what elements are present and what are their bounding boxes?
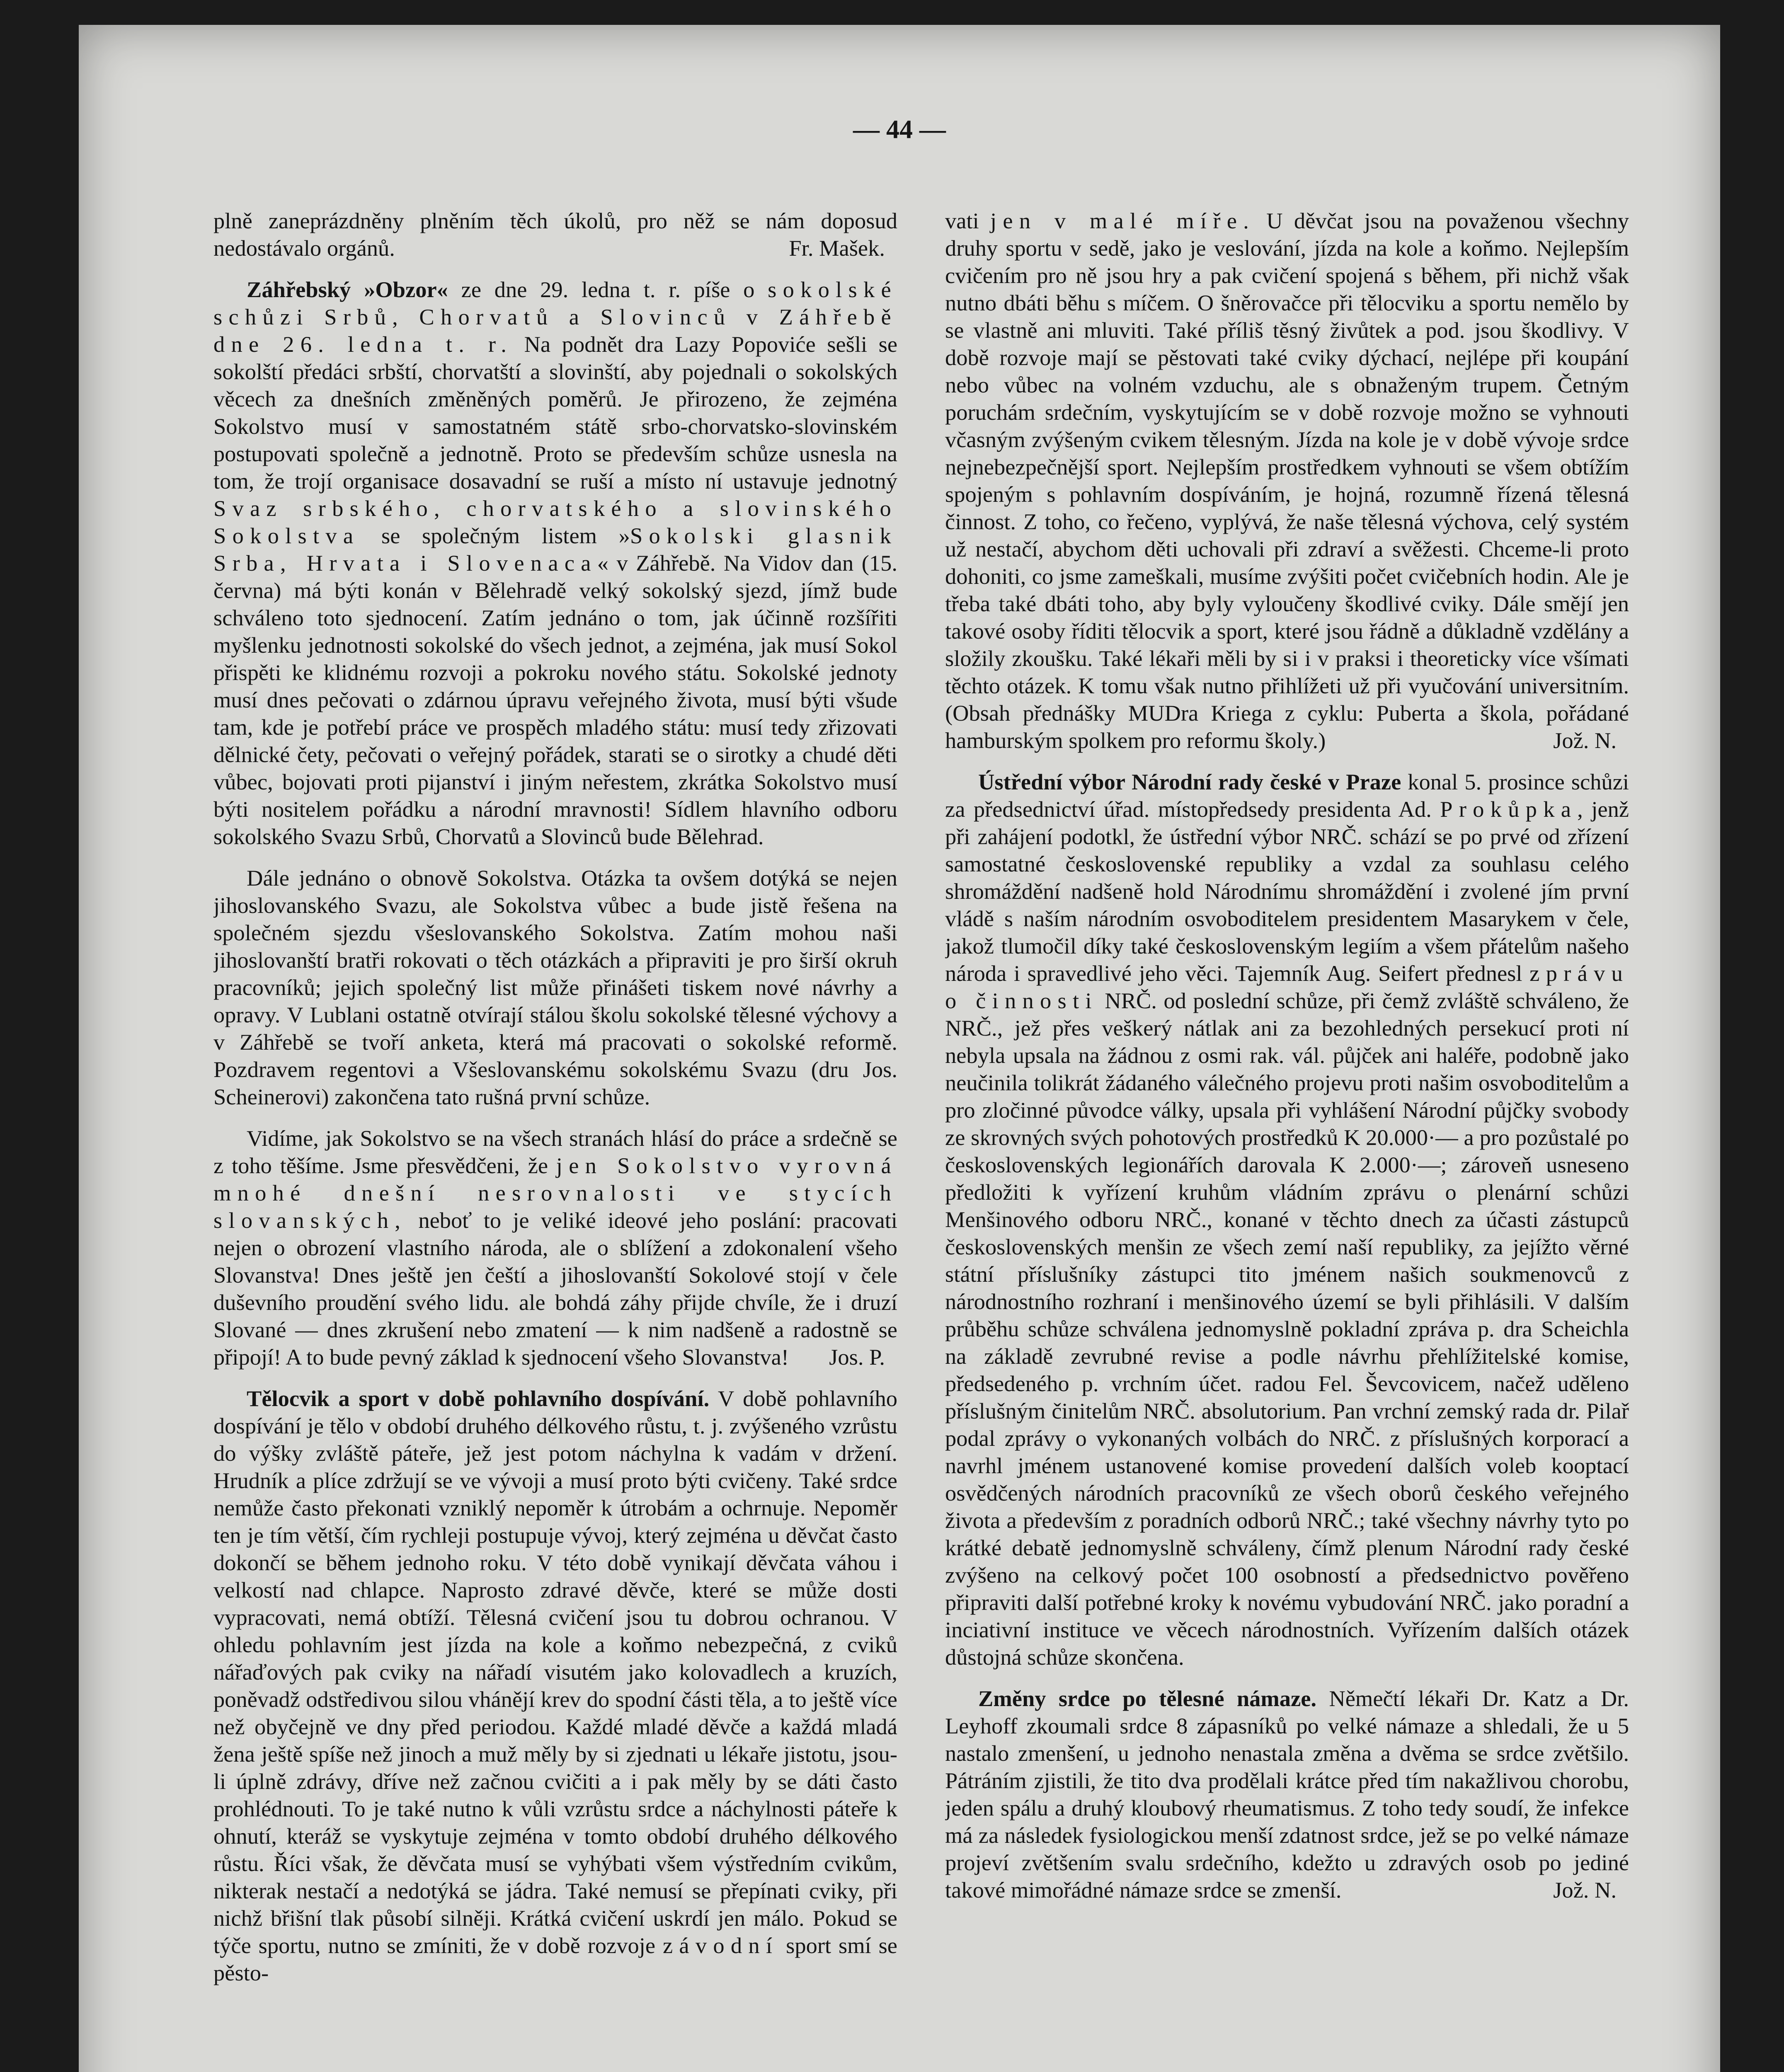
paragraph-text: neboť to je veliké ideové jeho poslání: pracovati nejen o obrození vlastního národa, ale o sblížení a zdokonalení všeho Slovanstva! Dnes ještě jen čeští a jihoslovanští Sokolové stojí v čele duševního proudění svého lidu. ale bohdá záhy přijde chvíle, že i druzí Slované — dnes zkrušení nebo zmatení — k nim nadšeně a radostně se připojí! A to bude pevný základ k sjednocení všeho Slovanstva! xyxy=(213,1208,897,1370)
paragraph-masek xyxy=(213,207,897,262)
paragraph-obnova: Dále jednáno o obnově Sokolstva. Otázka ta ovšem dotýká se nejen jihoslovanského Svazu, ale Sokolstva vůbec a bude jistě řešena na společném sjezdu všeslovanského Sokolstva. Zatím mohou naši jihoslovanští bratři rokovati o těch otázkách a připraviti je pro širší okruh pracovníků; jejich společný list může přinášeti tiskem nové návrhy a opravy. V Lublani ostatně otvírají stálou školu sokolské tělesné výchovy a v Záhřebě se tvoří anketa, která má pracovati o sokolské reformě. Pozdravem regentovi a Všeslovanskému sokolskému Svazu (dru Jos. Scheinerovi) zakončena tato rušná první schůze. xyxy=(213,865,897,1109)
paragraph-text: sport smí se pěsto- xyxy=(213,1933,897,1985)
paragraph-text: U děvčat jsou na považenou všechny druhy sportu v sedě, jako je veslování, jízda na kole a koňmo. Nejlepším cvičením pro ně jsou hry a pak cvičení spojená s během, při nichž však nutno dbáti běhu s míčem. O šněrovačce při tělocviku a sportu nemělo by se vlastně ani mluviti. Také příliš těsný živůtek a pod. jsou škodlivy. V době rozvoje mají se pěstovati také cviky dýchací, nejlépe při koupání nebo vůbec na volném vzduchu, ale s obnaženým trupem. Četným poruchám srdečním, vyskytujícím se v době rozvoje možno se vyhnouti včasným zvýšeným cvikem tělesným. Jízda na kole je v době vývoje srdce nejnebezpečnější sport. Nejlepším prostředkem vyhnouti se všem obtížím spojeným s pohlavním dospíváním, je hojná, rozumně řízená tělesná činnost. Z toho, co řečeno, vyplývá, že naše tělesná výchova, celý systém už nestačí, abychom děti uchovali při zdraví a svěžesti. Chceme-li proto dohoniti, co jsme zameškali, musíme zvýšiti počet cvičebních hodin. Ale je třeba také dbáti toho, aby byly vyloučeny škodlivé cviky. Dále smějí jen takové osoby říditi tělocvik a sport, které jsou řádně a důkladně vzdělány a složily zkoušku. Také lékaři měli by si i v praksi i theoreticky více všímati těchto otázek. K tomu však nutno přihlížeti už při vyučování universitním. (Obsah přednášky MUDra Kriega z cyklu: Puberta a škola, pořádané hamburským spolkem pro reformu školy.) xyxy=(945,208,1629,753)
spaced-text: sokolské schůzi Srbů, Chorvatů a Slovinců v Záhřebě dne 26. ledna t. r. xyxy=(213,277,897,357)
paragraph-text: « v Záhřebě. Na Vidov dan (15. června) má býti konán v Bělehradě velký sokolský sjezd, jímž bude schváleno toto sjednocení. Zatím jednáno o tom, jak účinně rozšířiti myšlenku jednotnosti sokolské do všech jednot, a zejména, jak musí Sokol přispěti ke klidnému rozvoji a pokroku nového státu. Sokolské jednoty musí dnes pečovati o zdárnou úpravu veřejného života, musí býti všude tam, kde je potřebí práce ve prospěch mladého státu: musí tedy zřizovati dělnické čety, pečovati o veřejný pořádek, starati se o sirotky a chudé děti vůbec, bojovati proti pijanství i jiným neřestem, zkrátka Sokolstvo musí býti nositelem pořádku a národní mravnosti! Sídlem hlavního odboru sokolského Svazu Srbů, Chorvatů a Slovinců bude Bělehrad. xyxy=(213,550,897,849)
article-title: Ústřední výbor Národní rady české v Praze xyxy=(978,769,1401,794)
magazine-page xyxy=(79,25,1720,2072)
paragraph-text: konal 5. prosince schůzi za předsednictví úřad. místopředsedy presidenta Ad. xyxy=(945,769,1629,822)
signature: Jož. N. xyxy=(1553,1877,1617,1903)
paragraph-telocvik-cont xyxy=(945,207,1629,754)
paragraph-text: Na podnět dra Lazy Popoviće sešli se sokolští předáci srbští, chorvatští a slovinští, aby pojednali o sokolských věcech za dnešních změněných poměrů. Je přirozeno, že zejména Sokolstvo musí v samostatném státě srbo-chorvatsko-slovinském postupovati společně a jednotně. Proto se především schůze usnesla na tom, že trojí organisace dosavadní se ruší a místo ní ustavuje jednotný xyxy=(213,332,897,494)
paragraph-text: NRČ. od poslední schůze, při čemž zvláště schváleno, že NRČ., jež přes veškerý nátlak ani za bezohledných persekucí proti ní nebyla upsala na žádnou z osmi rak. vál. půjček ani haléře, podobně jako neučinila tolikrát žádaného válečného projevu proti našim osvoboditelům a pro zločinné původce války, upsala při vyhlášení Národní půjčky svobody ze skrovných svých pohotových prostředků K 20.000·— a pro pozůstalé po československých legionářích darovala K 2.000·—; zároveň usneseno předložiti k vyřízení kruhům vládním zprávu o plenární schůzi Menšinového odboru NRČ., konané v těchto dnech za účasti zástupců československých menšin ze všech zemí naší republiky, za jejížto věrné státní příslušníky zástupci tito jménem našich soukmenovců z národnostního rozhraní i menšinového území se byli přihlásili. V dalším průběhu schůze schválena jednomyslně pokladní zpráva p. dra Scheichla na základě zevrubné revise a podle návrhu přehlížitelské komise, předsedeného p. vrchním účet. radou Fel. Ševcovicem, načež uděleno příslušným činitelům NRČ. absolutorium. Pan vrchní zemský rada dr. Pilař podal zprávy o vykonaných volbách do NRČ. z příslušných korporací a navrhl jménem ustanovené komise provedení dalších voleb kooptací osvědčených národních pracovníků ze všech oborů českého veřejného života a především z poradních odborů NRČ.; také všechny návrhy tyto po krátké debatě jednomyslně schváleny, čímž plenum Národní rady české zvýšeno na celkový počet 100 osobností a předsednictvo pověřeno připraviti další potřebné kroky k novému vybudování NRČ. jako poradní a inciativní instituce ve věcech národnostních. Vyřízením dalších otázek důstojná schůze skončena. xyxy=(945,988,1629,1670)
paragraph-srdce xyxy=(945,1685,1629,1904)
signature: Jož. N. xyxy=(1553,728,1617,753)
article-title: Záhřebský »Obzor« xyxy=(247,277,448,302)
paragraph-vidime xyxy=(213,1125,897,1371)
article-title: Tělocvik a sport v době pohlavního dospívání. xyxy=(247,1386,710,1411)
paragraph-obzor xyxy=(213,276,897,850)
page-number: — 44 — xyxy=(853,114,946,144)
spaced-text: jen Sokolstvo vyrovná mnohé dnešní nesrovnalosti ve stycích slovanských, xyxy=(213,1153,897,1233)
article-title: Změny srdce po tělesné námaze. xyxy=(978,1686,1317,1711)
right-column xyxy=(945,207,1629,2072)
paragraph-nrc xyxy=(945,768,1629,1671)
paragraph-text: plně zaneprázdněny plněním těch úkolů, pro něž se nám doposud nedostávalo orgánů. xyxy=(213,208,897,261)
left-column xyxy=(213,207,897,2072)
paragraph-text: vati xyxy=(945,208,990,233)
signature: Jos. P. xyxy=(829,1344,885,1370)
paragraph-text: ze dne 29. ledna t. r. píše o xyxy=(448,277,768,302)
spaced-text: Svaz srbského, chorvatského a slovinského Sokolstva xyxy=(213,496,897,548)
spaced-text: Sokolski glasnik Srba, Hrvata i Slovenaca xyxy=(213,523,897,576)
spaced-text: jen v malé míře. xyxy=(990,208,1256,233)
spaced-text: zprávu o činnosti xyxy=(945,961,1629,1013)
paragraph-text: V době pohlavního dospívání je tělo v období druhého délkového růstu, t. j. zvýšeného vzrůstu do výšky zvláště páteře, jež jest potom náchylna k vadám v držení. Hrudník a plíce zdržují se ve vývoji a musí proto býti cvičeny. Také srdce nemůže často překonati vzniklý nepoměr k útrobám a ochrnuje. Nepoměr ten je tím větší, čím rychleji postupuje vývoj, který zejména u děvčat často dokončí se během jednoho roku. V této době vynikají děvčata váhou i velkostí nad chlapce. Naprosto zdravé děvče, které se může dosti vypracovati, nemá obtíží. Tělesná cvičení jsou tu dobrou ochranou. V ohledu pohlavním jest jízda na kole a koňmo nebezpečná, z cviků nářaďových pak cviky na nářadí visutém jako kolovadlech a kruzích, poněvadž odstředivou silou vhánějí krev do spodní části těla, a to ještě více než obyčejně ve dny před periodou. Každé mladé děvče a každá mladá žena ještě spíše než jinoch a muž měly by si zjednati u lékaře jistotu, jsou-li úplně zdrávy, dříve než začnou cvičiti a i pak měly by se dáti často prohlédnouti. To je také nutno k vůli vzrůstu srdce a náchylnosti páteře k ohnutí, kteráž se vyskytuje zejména v tomto období druhého délkového růstu. Říci však, že děvčata musí se vyhýbati všem výstředním cvikům, nikterak nestačí a nedotýká se jádra. Také nemusí se přepínati cviky, při nichž břišní tlak působí silněji. Krátká cvičení uskrdí jen málo. Pokud se týče sportu, nutno se zmíniti, že v době rozvoje xyxy=(213,1386,897,1958)
paragraph-telocvik xyxy=(213,1385,897,1987)
signature: Fr. Mašek. xyxy=(789,235,885,261)
paragraph-text: , jenž při zahájení podotkl, že ústřední výbor NRČ. schází se po prvé od zřízení samostatné československé republiky a vzdal za souhlasu celého shromáždění nadšeně hold Národnímu shromáždění i zvolené jím první vládě s naším národním osvoboditelem presidentem Masarykem v čele, jakož tlumočil díky také československým legiím a všem přátelům našeho národa i spravedlivé jeho věci. Tajemník Aug. Seifert přednesl xyxy=(945,796,1629,986)
paragraph-text: Vidíme, jak Sokolstvo se na všech stranách hlásí do práce a srdečně se z toho těšíme. Jsme přesvědčeni, že xyxy=(213,1126,897,1178)
paragraph-text: se společným listem » xyxy=(359,523,630,548)
spaced-text: Prokůpka xyxy=(1440,796,1578,822)
spaced-text: závodní xyxy=(662,1933,779,1958)
paragraph-text: Němečtí lékaři Dr. Katz a Dr. Leyhoff zkoumali srdce 8 zápasníků po velké námaze a shledali, že u 5 nastalo zmenšení, u jednoho nenastala změna a dvěma se srdce zvětšilo. Pátráním zjistili, že tito dva prodělali krátce před tím nakažlivou chorobu, jeden spálu a druhý kloubový rheumatismus. Z toho tedy soudí, že infekce má za následek fysiologickou menší zdatnost srdce, jež se po velké námaze projeví zvětšením svalu srdečního, kdežto u zdravých osob po jediné takové mimořádné námaze srdce se zmenší. xyxy=(945,1686,1629,1903)
